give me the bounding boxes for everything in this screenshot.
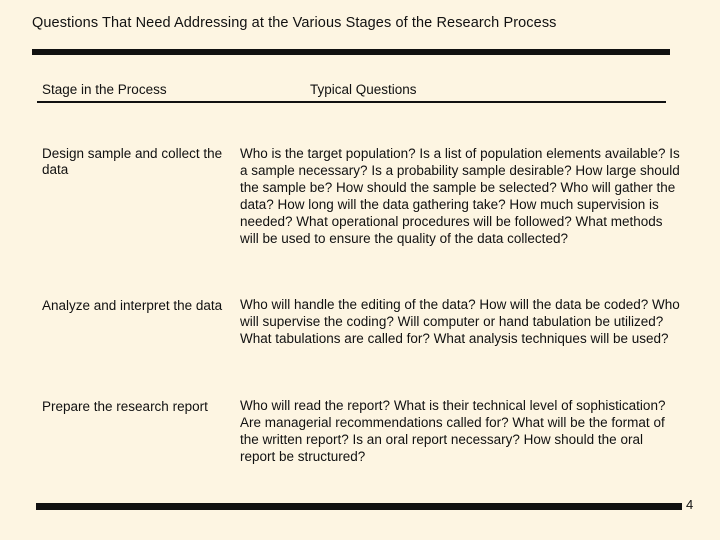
top-divider bbox=[32, 49, 670, 55]
questions-prepare-report: Who will read the report? What is their technical level of sophistication? Are managerial recommendations called for? What will be the format of the written report? Is an oral report necessary? How should the oral report be structured? bbox=[240, 398, 666, 464]
stage-prepare-report: Prepare the research report bbox=[42, 399, 208, 414]
column-header-stage: Stage in the Process bbox=[42, 82, 167, 97]
questions-design-sample: Who is the target population? Is a list of population elements available? Is a sample necessary? Is a probability sample desirable? How large should the sample be? How should the sample be selected? Who will gather the data? How long will the data gathering take? How much supervision is needed? What operational procedures will be followed? What methods will be used to ensure the quality of the data collected? bbox=[240, 146, 680, 246]
header-divider bbox=[37, 101, 666, 103]
page-number: 4 bbox=[686, 497, 694, 512]
questions-analyze-data: Who will handle the editing of the data? How will the data be coded? Who will supervise the coding? Will computer or hand tabulation be utilized? What tabulations are called for? What analysis techniques will be used? bbox=[240, 297, 680, 346]
stage-design-sample: Design sample and collect the data bbox=[42, 146, 223, 177]
column-header-questions: Typical Questions bbox=[310, 82, 417, 97]
bottom-divider bbox=[36, 503, 682, 510]
slide-title: Questions That Need Addressing at the Various Stages of the Research Process bbox=[32, 15, 557, 31]
stage-analyze-data: Analyze and interpret the data bbox=[42, 298, 223, 313]
